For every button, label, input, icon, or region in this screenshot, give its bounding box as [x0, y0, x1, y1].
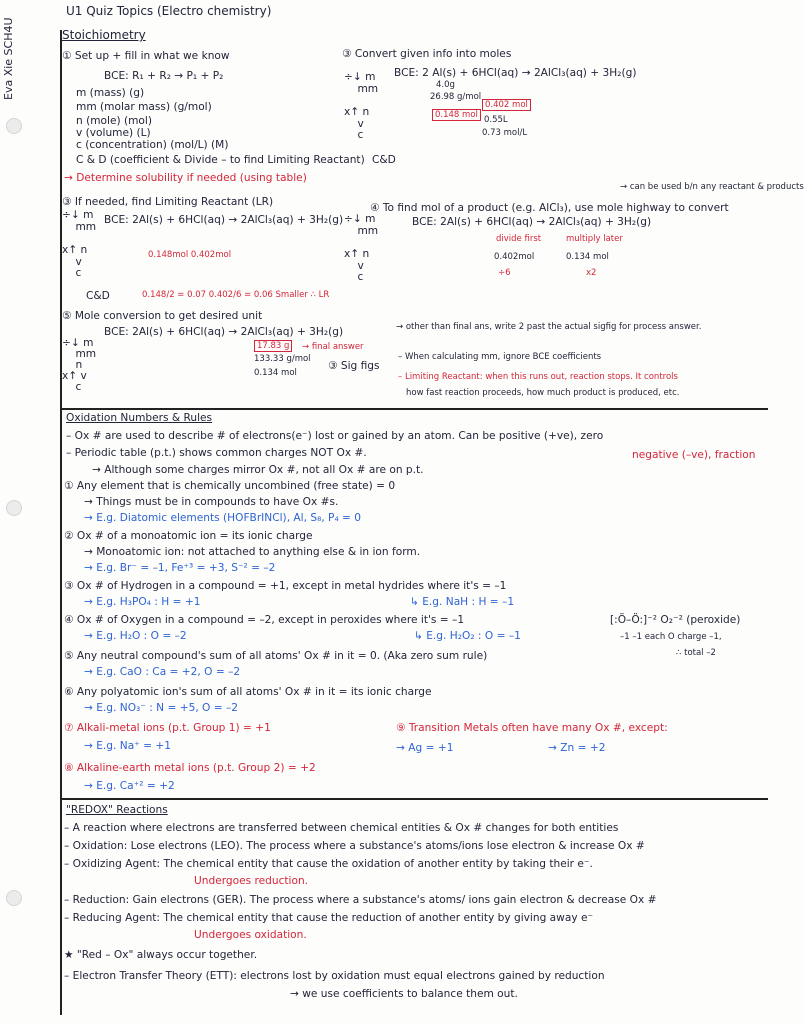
- redox-line-9: → we use coefficients to balance them out.: [290, 988, 518, 1000]
- step2-bce: BCE: 2 Al(s) + 6HCl(aq) → 2AlCl₃(aq) + 3H₂(g): [394, 67, 637, 79]
- ox-line-2: negative (–ve), fraction: [632, 449, 756, 461]
- step4-times2: x2: [586, 268, 597, 278]
- step4-divide: divide first: [496, 234, 542, 244]
- step2-mass: 4.0g: [436, 80, 455, 90]
- step4-note: → can be used b/n any reactant & products: [620, 182, 804, 192]
- author-name: Eva Xie SCH4U: [2, 17, 15, 100]
- step2-cd: C&D: [372, 154, 396, 166]
- ox-line-22: → E.g. NO₃⁻ : N = +5, O = –2: [84, 702, 239, 714]
- ox-line-8: → Monoatomic ion: not attached to anything else & in ion form.: [84, 546, 421, 558]
- step4-mol-alcl3: 0.134 mol: [566, 252, 609, 262]
- redox-line-0: – A reaction where electrons are transferred between chemical entities & Ox # changes for both entities: [64, 822, 619, 834]
- margin-line: [60, 30, 62, 1015]
- step1-determine: → Determine solubility if needed (using table): [64, 172, 307, 184]
- redox-line-1: – Oxidation: Lose electrons (LEO). The process where a substance's atoms/ions lose electron & increase Ox #: [64, 840, 645, 852]
- step5-title: ⑤ Mole conversion to get desired unit: [62, 310, 263, 322]
- step5-note-0: → other than final ans, write 2 past the actual sigfig for process answer.: [396, 322, 702, 332]
- ox-line-7: ② Ox # of a monoatomic ion = its ionic charge: [64, 530, 313, 542]
- step5-bce: BCE: 2Al(s) + 6HCl(aq) → 2AlCl₃(aq) + 3H₂(g): [104, 326, 344, 338]
- step1-line-3: v (volume) (L): [76, 127, 151, 139]
- ox-line-0: – Ox # are used to describe # of electrons(e⁻) lost or gained by an atom. Can be positive (+ve), zero: [66, 430, 604, 442]
- step3-values: 0.148mol 0.402mol: [148, 250, 232, 260]
- binder-hole-top: [6, 118, 22, 134]
- ox-line-12: ↳ E.g. NaH : H = –1: [410, 596, 515, 608]
- ox-line-23: ⑦ Alkali-metal ions (p.t. Group 1) = +1: [64, 722, 271, 734]
- redox-line-2: – Oxidizing Agent: The chemical entity that cause the oxidation of another entity by taking their e⁻.: [64, 858, 593, 870]
- ox-line-6: → E.g. Diatomic elements (HOFBrINCl), Al, S₈, P₄ = 0: [84, 512, 362, 524]
- step1-line-2: n (mole) (mol): [76, 115, 152, 127]
- step4-highway: ÷↓ m mm x↑ n v c: [344, 213, 379, 284]
- step5-sigfigs: ③ Sig figs: [328, 360, 380, 372]
- ox-line-20: → E.g. CaO : Ca = +2, O = –2: [84, 666, 241, 678]
- step2-volume: 0.55L: [484, 115, 508, 125]
- ox-line-18: ∴ total –2: [676, 648, 716, 658]
- ox-line-11: → E.g. H₃PO₄ : H = +1: [84, 596, 201, 608]
- ox-line-9: → E.g. Br⁻ = –1, Fe⁺³ = +3, S⁻² = –2: [84, 562, 276, 574]
- step5-final: → final answer: [302, 342, 364, 352]
- step5-note-2: – Limiting Reactant: when this runs out, reaction stops. It controls: [398, 372, 678, 382]
- ox-line-19: ⑤ Any neutral compound's sum of all atoms' Ox # in it = 0. (Aka zero sum rule): [64, 650, 488, 662]
- ox-line-14: → E.g. H₂O : O = –2: [84, 630, 187, 642]
- ox-line-10: ③ Ox # of Hydrogen in a compound = +1, except in metal hydrides where it's = –1: [64, 580, 507, 592]
- step4-bce: BCE: 2Al(s) + 6HCl(aq) → 2AlCl₃(aq) + 3H₂(g): [412, 216, 652, 228]
- ox-line-4: ① Any element that is chemically uncombined (free state) = 0: [64, 480, 396, 492]
- redox-line-4: – Reduction: Gain electrons (GER). The process where a substance's atoms/ ions gain electron & decrease Ox #: [64, 894, 657, 906]
- redox-line-7: ★ "Red – Ox" always occur together.: [64, 949, 258, 961]
- binder-hole-middle: [6, 500, 22, 516]
- ox-line-27: → Zn = +2: [548, 742, 606, 754]
- step5-mol: 0.134 mol: [254, 368, 297, 378]
- ox-line-3: → Although some charges mirror Ox #, not all Ox # are on p.t.: [92, 464, 424, 476]
- ox-line-24: → E.g. Na⁺ = +1: [84, 740, 172, 752]
- step5-note-3: how fast reaction proceeds, how much product is produced, etc.: [406, 388, 680, 398]
- ox-line-15: ↳ E.g. H₂O₂ : O = –1: [414, 630, 521, 642]
- step4-mol-hcl: 0.402mol: [494, 252, 535, 262]
- divider-redox: [60, 798, 768, 800]
- ox-line-13: ④ Ox # of Oxygen in a compound = –2, except in peroxides where it's = –1: [64, 614, 465, 626]
- page-title: U1 Quiz Topics (Electro chemistry): [66, 4, 272, 18]
- ox-heading: Oxidation Numbers & Rules: [66, 412, 213, 424]
- step2-molar-mass: 26.98 g/mol: [430, 92, 482, 102]
- step4-title: ④ To find mol of a product (e.g. AlCl₃), use mole highway to convert: [370, 202, 729, 214]
- step5-note-1: – When calculating mm, ignore BCE coefficients: [398, 352, 602, 362]
- step5-highway: ÷↓ m mm n x↑ v c: [62, 337, 97, 394]
- step3-highway: ÷↓ m mm x↑ n v c: [62, 209, 97, 280]
- step4-divide6: ÷6: [498, 268, 511, 278]
- redox-line-8: – Electron Transfer Theory (ETT): electrons lost by oxidation must equal electrons gained by reduction: [64, 970, 605, 982]
- step2-title: ③ Convert given info into moles: [342, 48, 512, 60]
- step2-mol-hcl: 0.402 mol: [482, 99, 531, 111]
- ox-line-28: ⑧ Alkaline-earth metal ions (p.t. Group 2) = +2: [64, 762, 316, 774]
- ox-line-26: → Ag = +1: [396, 742, 454, 754]
- ox-line-29: → E.g. Ca⁺² = +2: [84, 780, 175, 792]
- redox-line-5: – Reducing Agent: The chemical entity that cause the reduction of another entity by giving away e⁻: [64, 912, 594, 924]
- step3-title: ③ If needed, find Limiting Reactant (LR): [62, 196, 274, 208]
- ox-line-5: → Things must be in compounds to have Ox #s.: [84, 496, 339, 508]
- ox-line-17: –1 –1 each O charge –1,: [620, 632, 722, 642]
- step1-bce: BCE: R₁ + R₂ → P₁ + P₂: [104, 70, 224, 82]
- binder-hole-bottom: [6, 890, 22, 906]
- redox-heading: "REDOX" Reactions: [66, 804, 168, 816]
- divider-oxidation: [60, 408, 768, 410]
- step2-highway: ÷↓ m mm x↑ n v c: [344, 71, 379, 142]
- ox-line-1: – Periodic table (p.t.) shows common charges NOT Ox #.: [66, 447, 367, 459]
- step2-mol-al: 0.148 mol: [432, 109, 481, 121]
- step5-answer: 17.83 g: [254, 340, 292, 352]
- step1-line-1: mm (molar mass) (g/mol): [76, 101, 212, 113]
- redox-line-3: Undergoes reduction.: [194, 875, 309, 887]
- step3-cd: C&D: [86, 290, 110, 302]
- ox-line-25: ⑨ Transition Metals often have many Ox #, except:: [396, 722, 668, 734]
- step2-conc: 0.73 mol/L: [482, 128, 528, 138]
- ox-line-21: ⑥ Any polyatomic ion's sum of all atoms' Ox # in it = its ionic charge: [64, 686, 432, 698]
- step3-calc: 0.148/2 = 0.07 0.402/6 = 0.06 Smaller ∴ LR: [142, 290, 330, 300]
- redox-line-6: Undergoes oxidation.: [194, 929, 307, 941]
- step1-line-0: m (mass) (g): [76, 87, 145, 99]
- step4-multiply: multiply later: [566, 234, 623, 244]
- step3-bce: BCE: 2Al(s) + 6HCl(aq) → 2AlCl₃(aq) + 3H₂(g): [104, 214, 344, 226]
- step1-cd: C & D (coefficient & Divide – to find Limiting Reactant): [76, 154, 365, 166]
- step1-title: ① Set up + fill in what we know: [62, 50, 230, 62]
- stoich-heading: Stoichiometry: [62, 28, 146, 42]
- step5-molar-mass: 133.33 g/mol: [254, 354, 311, 364]
- ox-line-16: [:Ö–Ö:]⁻² O₂⁻² (peroxide): [610, 614, 741, 626]
- step1-line-4: c (concentration) (mol/L) (M): [76, 139, 229, 151]
